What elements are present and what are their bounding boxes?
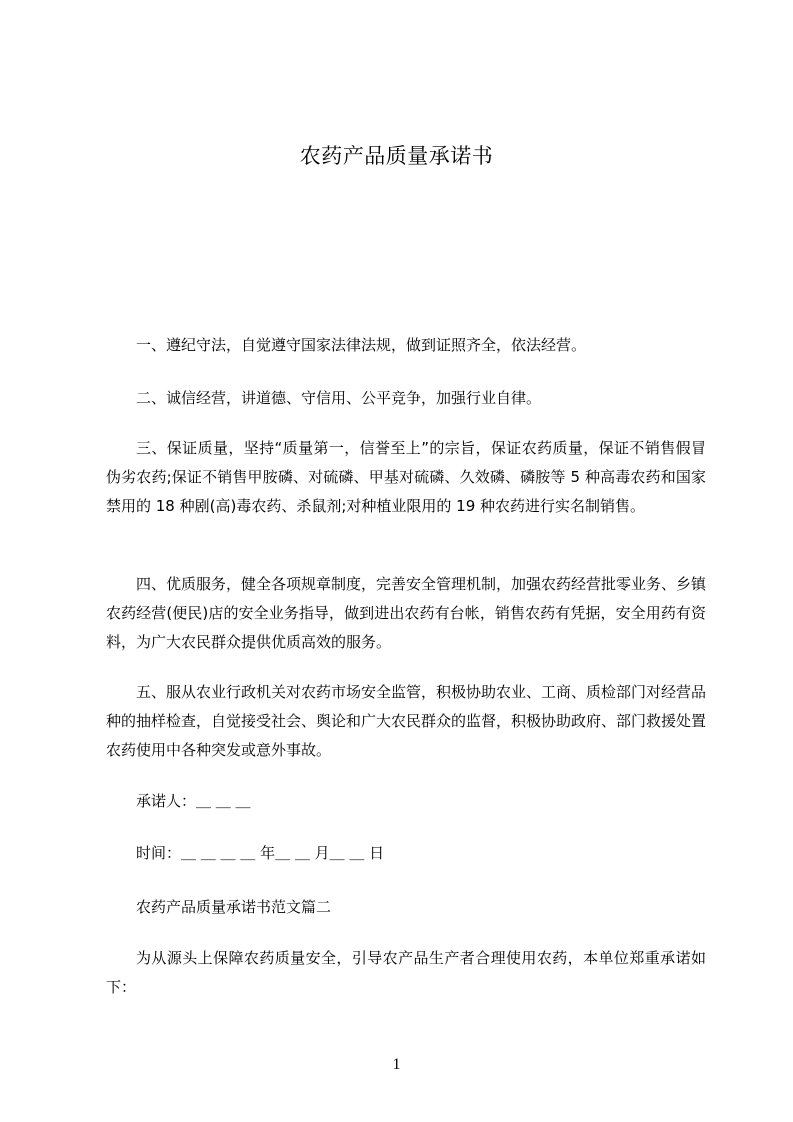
commitment-paragraph-4: 四、优质服务，健全各项规章制度，完善安全管理机制，加强农药经营批零业务、乡镇农药经营(便民)店的安全业务指导，做到进出农药有台帐，销售农药有凭据，安全用药有资料，为广大农民群众提供优质高效的服务。	[106, 575, 707, 651]
commitment-paragraph-5: 五、服从农业行政机关对农药市场安全监管，积极协助农业、工商、质检部门对经营品种的抽样检查，自觉接受社会、舆论和广大农民群众的监督，积极协助政府、部门救援处置农药使用中各种突发或意外事故。	[106, 683, 707, 759]
document-title: 农药产品质量承诺书	[299, 144, 494, 168]
signer-line: 承诺人：＿ ＿ ＿	[136, 792, 251, 810]
page-number: 1	[392, 1056, 401, 1073]
date-line: 时间：＿ ＿ ＿ ＿ 年＿ ＿ 月＿ ＿ 日	[136, 844, 385, 862]
section-two-heading: 农药产品质量承诺书范文篇二	[136, 898, 332, 916]
commitment-paragraph-1: 一、遵纪守法，自觉遵守国家法律法规，做到证照齐全，依法经营。	[136, 336, 587, 354]
commitment-paragraph-2: 二、诚信经营，讲道德、守信用、公平竞争，加强行业自律。	[136, 389, 542, 407]
section-two-intro: 为从源头上保障农药质量安全，引导农产品生产者合理使用农药，本单位郑重承诺如下：	[106, 949, 706, 996]
commitment-paragraph-3: 三、保证质量，坚持“质量第一，信誉至上”的宗旨，保证农药质量，保证不销售假冒伪劣农药;保证不销售甲胺磷、对硫磷、甲基对硫磷、久效磷、磷胺等 5 种高毒农药和国家禁用的 18 种剧(高)毒农药、杀鼠剂;对种植业限用的 19 种农药进行实名制销售。	[106, 439, 706, 515]
